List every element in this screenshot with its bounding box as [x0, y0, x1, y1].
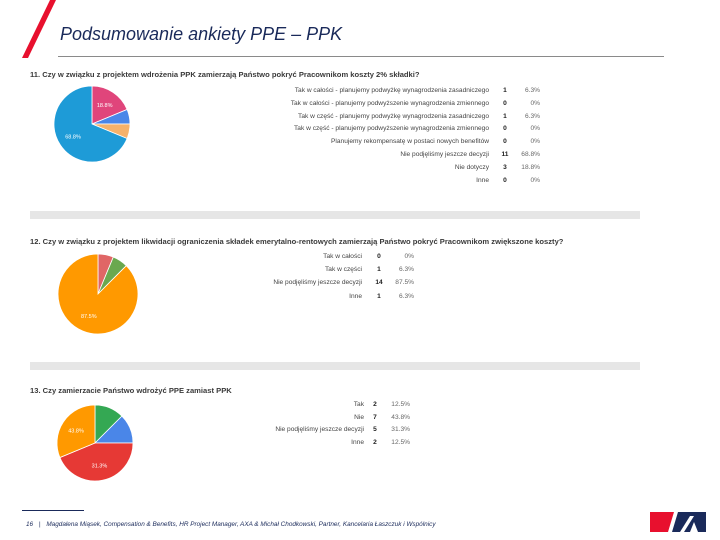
slide-title: Podsumowanie ankiety PPE – PPK: [60, 24, 343, 44]
answer-count: 1: [503, 112, 507, 120]
q11-row: [150, 163, 489, 173]
answer-count: 0: [503, 99, 507, 107]
pie-chart-q12: [30, 248, 170, 358]
answer-percent: 18.8%: [521, 163, 540, 171]
answer-percent: 6.3%: [398, 266, 414, 274]
answer-percent: 0%: [404, 253, 414, 260]
answer-count: 1: [377, 266, 381, 274]
footer-text: [26, 521, 436, 528]
answer-label: Nie: [354, 413, 364, 421]
pie-slice: [58, 254, 138, 334]
answer-label: Tak w całości - planujemy podwyższenie wynagrodzenia zmiennego: [290, 99, 489, 107]
q13-row: [150, 438, 364, 448]
section-separator: [30, 211, 640, 219]
answer-label: Tak w całości - planujemy podwyżkę wynagrodzenia zasadniczego: [294, 87, 489, 94]
answer-percent: 12.5%: [391, 438, 410, 446]
answer-count: 7: [373, 413, 377, 421]
q11-row: [150, 112, 489, 122]
answer-percent: 0%: [530, 138, 540, 146]
q11-row: [150, 124, 489, 134]
q12-row: [150, 278, 362, 288]
answer-count: 0: [503, 125, 507, 133]
q11-row: [150, 86, 489, 96]
answer-count: 14: [375, 279, 383, 287]
page-number: 16: [26, 521, 34, 528]
answer-count: 1: [377, 292, 381, 300]
answer-count: 1: [503, 87, 507, 94]
answer-percent: 0%: [530, 125, 540, 133]
footer-divider: [22, 510, 84, 511]
answer-label: Tak w części: [324, 266, 362, 274]
answer-percent: 0%: [530, 99, 540, 107]
answer-label: Inne: [476, 176, 489, 184]
slice-label: 68.8%: [65, 134, 81, 141]
answer-label: Tak w część - planujemy podwyższenie wynagrodzenia zmiennego: [294, 125, 489, 133]
answer-label: Nie podjęliśmy jeszcze decyzji: [400, 151, 489, 158]
answer-percent: 43.8%: [391, 413, 410, 421]
slice-label: 43.8%: [68, 428, 84, 435]
pie-chart-q13: [30, 400, 170, 510]
q11-row: [150, 176, 489, 186]
answer-percent: 0%: [530, 176, 540, 184]
q11-row: [150, 137, 489, 147]
answer-percent: 6.3%: [524, 87, 540, 94]
slice-label: 31.3%: [91, 463, 108, 470]
q13-row: [150, 425, 364, 435]
answer-count: 2: [373, 401, 377, 408]
answer-percent: 31.3%: [391, 426, 410, 434]
answer-percent: 87.5%: [395, 279, 414, 287]
footer-separator: |: [38, 521, 41, 528]
q12-row: [150, 265, 362, 275]
footer-credits: Magdalena Miąsek, Compensation & Benefits, HR Project Manager, AXA & Michał Chodkowski, Partner, Kancelaria Łaszczuk i Wspólnicy: [46, 521, 436, 528]
answer-label: Inne: [351, 438, 364, 446]
question-12: 12. Czy w związku z projektem likwidacji ograniczenia składek emerytalno-rentowych zamierzają Państwo pokryć Pracownikom zwiększone koszty?: [30, 237, 564, 246]
q13-row: [150, 413, 364, 423]
answer-label: Tak: [353, 401, 364, 408]
title-divider: [58, 56, 664, 57]
answer-label: Planujemy rekompensatę w postaci nowych benefitów: [331, 138, 489, 146]
answer-count: 0: [503, 138, 507, 146]
answer-label: Tak w część - planujemy podwyżkę wynagrodzenia zasadniczego: [298, 112, 489, 120]
answer-count: 2: [373, 438, 377, 446]
answer-percent: 68.8%: [521, 151, 540, 158]
q13-row: [150, 400, 364, 410]
answer-count: 5: [373, 426, 377, 434]
q12-row: [150, 292, 362, 302]
answer-count: 11: [501, 151, 509, 158]
slice-label: 18.8%: [96, 103, 113, 110]
answer-percent: 6.3%: [398, 292, 414, 300]
answer-count: 0: [377, 253, 381, 260]
answer-count: 0: [503, 176, 507, 184]
company-logo: [650, 508, 706, 536]
question-11: 11. Czy w związku z projektem wdrożenia PPK zamierzają Państwo pokryć Pracownikom koszty 2% składki?: [30, 70, 420, 79]
slice-label: 87.5%: [81, 314, 97, 321]
q11-row: [150, 150, 489, 160]
question-13: 13. Czy zamierzacie Państwo wdrożyć PPE zamiast PPK: [30, 386, 232, 395]
answer-label: Inne: [349, 292, 362, 300]
answer-label: Nie podjęliśmy jeszcze decyzji: [275, 426, 364, 434]
answer-percent: 12.5%: [391, 401, 410, 408]
answer-label: Nie dotyczy: [454, 163, 489, 171]
pie-chart-q11: [30, 82, 170, 202]
q11-row: [150, 99, 489, 109]
answer-label: Nie podjęliśmy jeszcze decyzji: [273, 279, 362, 287]
section-separator: [30, 362, 640, 370]
answer-count: 3: [503, 163, 507, 171]
q12-row: [150, 252, 362, 262]
answer-percent: 6.3%: [524, 112, 540, 120]
corner-accent-stripe: [0, 0, 60, 62]
answer-label: Tak w całości: [323, 253, 362, 260]
